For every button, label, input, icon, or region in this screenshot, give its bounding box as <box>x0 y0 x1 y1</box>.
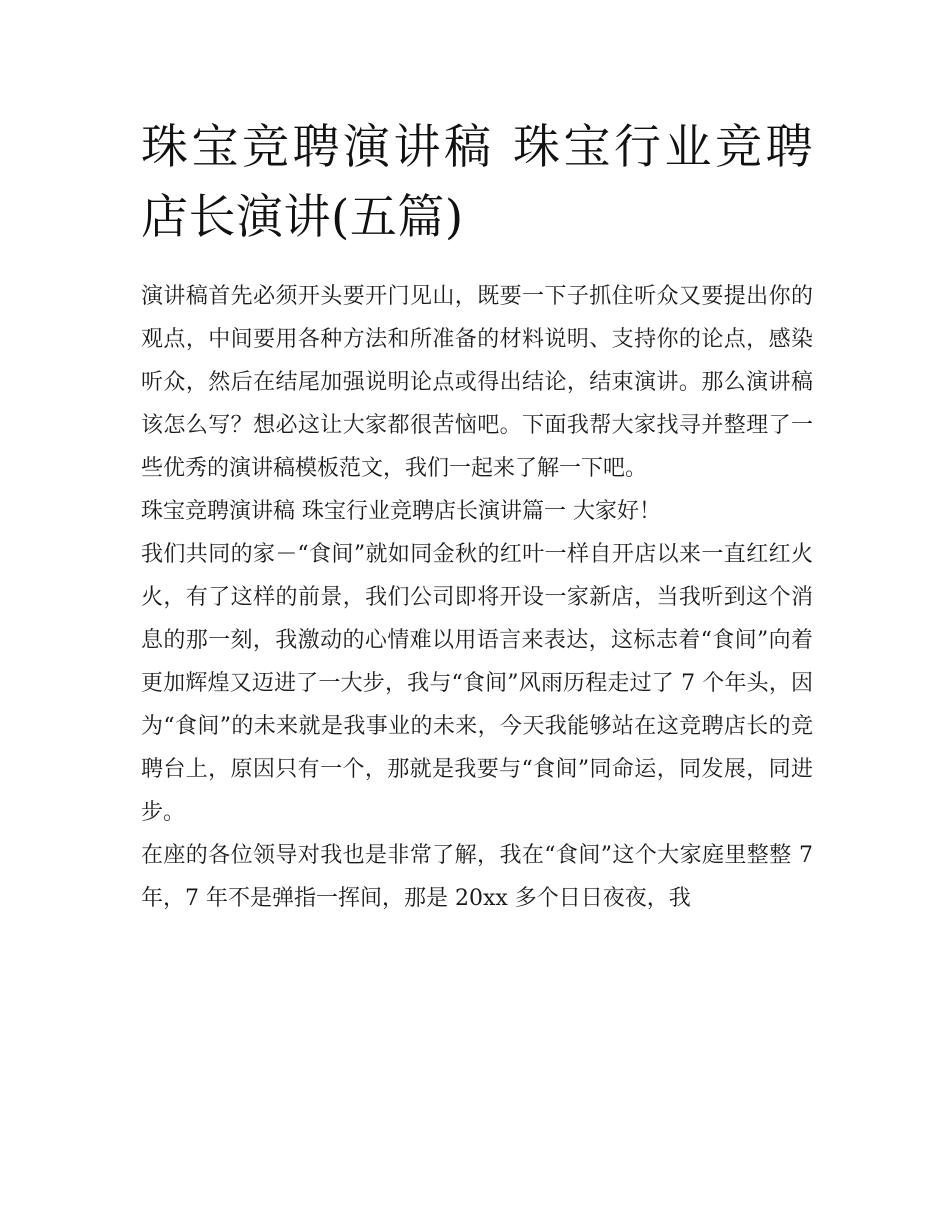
body-paragraph: 我们共同的家－“食间”就如同金秋的红叶一样自开店以来一直红红火火，有了这样的前景，我们公司即将开设一家新店，当我听到这个消息的那一刻，我激动的心情难以用语言来表达，这标志着“食间”向着更加辉煌又迈进了一大步，我与“食间”风雨历程走过了 7 个年头，因为“食间”的未来就是我事业的未来，今天我能够站在这竞聘店长的竞聘台上，原因只有一个，那就是我要与“食间”同命运，同发展，同进步。 <box>141 542 813 825</box>
section-heading-paragraph: 珠宝竞聘演讲稿 珠宝行业竞聘店长演讲篇一 大家好！ <box>141 499 661 524</box>
document-body <box>141 113 813 920</box>
body-paragraph: 在座的各位领导对我也是非常了解，我在“食间”这个大家庭里整整 7 年，7 年不是弹指一挥间，那是 20xx 多个日日夜夜，我 <box>141 843 813 911</box>
document-title: 珠宝竞聘演讲稿 珠宝行业竞聘店长演讲(五篇) <box>141 120 813 245</box>
intro-paragraph: 演讲稿首先必须开头要开门见山，既要一下子抓住听众又要提出你的观点，中间要用各种方法和所准备的材料说明、支持你的论点，感染听众，然后在结尾加强说明论点或得出结论，结束演讲。那么演讲稿该怎么写？想必这让大家都很苦恼吧。下面我帮大家找寻并整理了一些优秀的演讲稿模板范文，我们一起来了解一下吧。 <box>141 284 813 481</box>
